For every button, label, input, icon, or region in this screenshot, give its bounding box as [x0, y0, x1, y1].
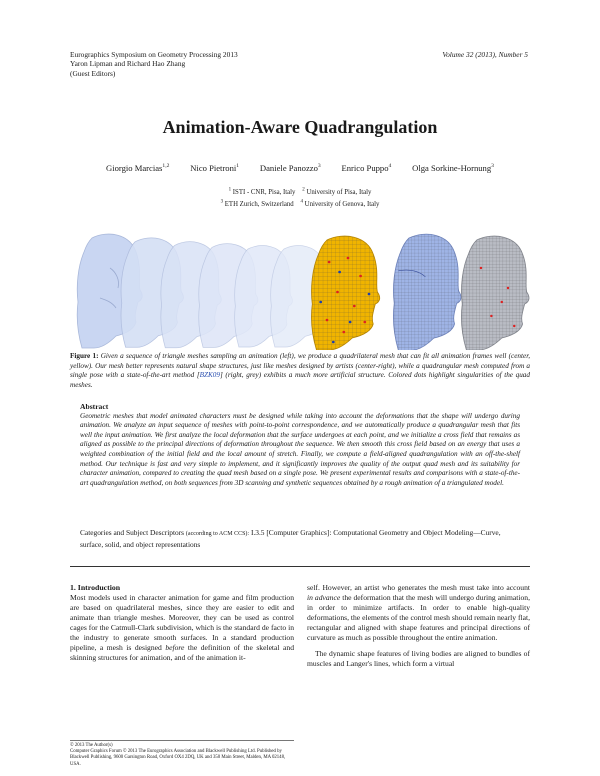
guest-editors: Yaron Lipman and Richard Hao Zhang	[70, 59, 186, 69]
affiliations	[70, 186, 530, 210]
guest-editors-label: (Guest Editors)	[70, 68, 116, 78]
author: Giorgio Marcias$^{1,2}$	[106, 163, 170, 173]
affiliation: $^4$ University of Genova, Italy	[300, 199, 380, 209]
paper-title: Animation-Aware Quadrangulation	[162, 117, 438, 137]
subject-descriptors: Categories and Subject Descriptors (according to ACM CCS): I.3.5 [Computer Graphics]: Computational Geometry and Object Modeling—Curve, surface, solid, and object representations	[80, 528, 501, 549]
abstract-heading: Abstract	[80, 402, 109, 411]
figure-caption: Figure 1: Given a sequence of triangle meshes sampling an animation (left), we produce a quadrilateral mesh that can fit all animation frames well (center, yellow). Our mesh better represents natural shape structures, just like meshes designed by artists (center-right), while a quadrangular mesh computed from a single pose with a state-of-the-art method [BZK09] (right, grey) exhibits a much more artificial structure. Colored dots highlight singularities of the quad meshes.	[70, 352, 530, 389]
abstract	[80, 402, 520, 488]
body-column-left	[70, 583, 294, 663]
comparison-mesh-head-grey	[461, 236, 529, 350]
artist-mesh-head	[393, 234, 461, 350]
animation-frames-ghosts	[77, 234, 328, 348]
author: Olga Sorkine-Hornung$^3$	[412, 163, 494, 173]
author-list	[70, 163, 530, 173]
copyright-footer: © 2013 The Author(s) Computer Graphics Forum © 2013 The Eurographics Association and Blackwell Publishing Ltd. Published by Blackwell Publishing, 9600 Garsington Road, Oxford OX4 2DQ, UK and 350 Main Street, Malden, MA 02148, USA.	[70, 740, 294, 768]
paragraph: The dynamic shape features of living bodies are aligned to bundles of muscles and Langer's lines, which form a virtual	[307, 649, 530, 668]
section-divider	[70, 566, 530, 567]
section-heading: 1. Introduction	[70, 583, 121, 592]
affiliation: $^3$ ETH Zurich, Switzerland	[220, 199, 294, 209]
author: Enrico Puppo$^4$	[341, 163, 392, 173]
figure-label: Figure 1:	[70, 352, 99, 360]
venue: Eurographics Symposium on Geometry Processing 2013	[70, 50, 238, 59]
quad-mesh-head-yellow	[311, 236, 379, 350]
body-column-right	[307, 583, 530, 669]
affiliation: $^1$ ISTI - CNR, Pisa, Italy	[228, 188, 296, 197]
abstract-body: Geometric meshes that model animated characters must be designed while taking into account the deformations that the shape will undergo during animation. We analyze an input sequence of meshes with point-to-point correspondence, and we automatically produce a quadrangular mesh that fits well the input animation. We first analyze the local deformation that the surface undergoes at each point, and we initialize a cross field that remains as aligned as possible to the principal directions of deformation throughout the sequence. We then smooth this cross field based on an energy that uses a weighted combination of the initial field and the local amount of stretch. Finally, we compute a field-aligned quadrangulation with an off-the-shelf method. Our technique is fast and very simple to implement, and it significantly improves the quality of the output quad mesh and its suitability for character animation, compared to creating the quad mesh based on a single pose. We present experimental results and comparisons with a state-of-the-art quadrangulation method, on both sequences from 3D scanning and synthetic sequences obtained by a rough animation of a triangulated model.	[80, 411, 520, 487]
citation-link[interactable]: BZK09	[199, 371, 220, 380]
teaser-figure	[70, 228, 530, 350]
author: Nico Pietroni$^1$	[190, 163, 240, 173]
affiliation: $^2$ University of Pisa, Italy	[302, 188, 372, 197]
running-header-left	[70, 50, 238, 78]
paragraph: Most models used in character animation for game and film production are based on quadrilateral meshes, since they are easier to edit and animate than triangle meshes. Moreover, they can be used as control cages for the Catmull-Clark subdivision, which is the standard de facto in the industry to generate smooth surfaces. In a standard production pipeline, a mesh is designed before the definition of the skeletal and skinning structures for animation, and of the animation it-	[70, 593, 294, 662]
author: Daniele Panozzo$^3$	[259, 163, 321, 173]
paragraph: self. However, an artist who generates the mesh must take into account in advance the deformation that the mesh will undergo during animation, in order to minimize artifacts. In order to enable high-quality deformations, the elements of the control mesh should remain nearly flat, rectangular and aligned with shape features and principal directions of curvature as much as possible throughout the entire animation.	[307, 583, 530, 642]
volume-info: Volume 32 (2013), Number 5	[442, 50, 528, 59]
